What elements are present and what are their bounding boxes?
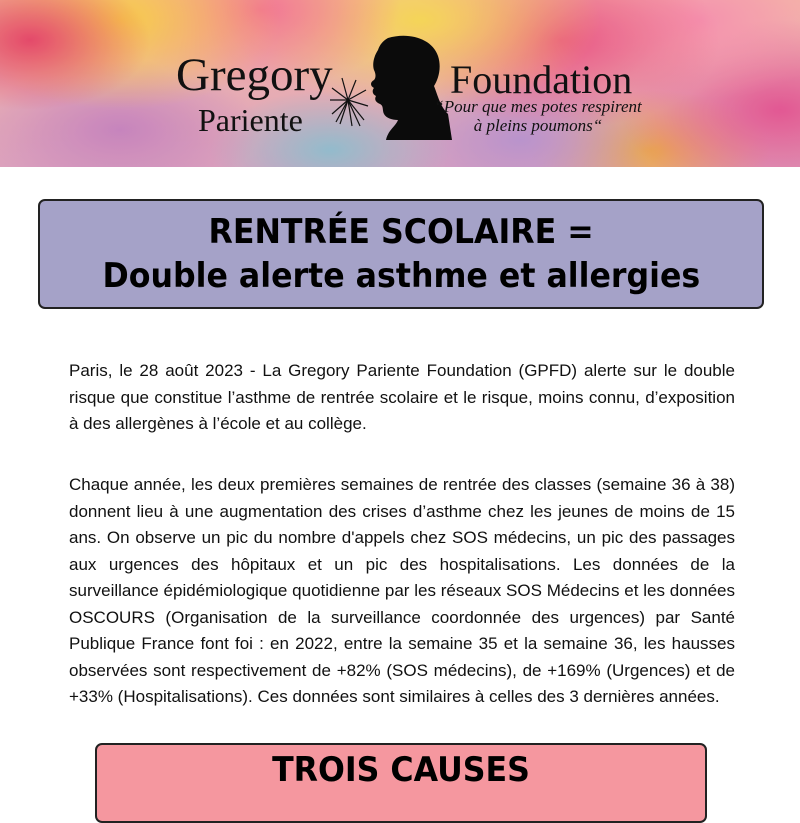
page-title-line-2: Double alerte asthme et allergies xyxy=(102,256,700,296)
page-title-line-1: RENTRÉE SCOLAIRE = xyxy=(208,212,594,252)
statistics-paragraph: Chaque année, les deux premières semaines de rentrée des classes (semaine 36 à 38) donnent lieu à une augmentation des crises d’asthme chez les jeunes de moins de 15 ans. On observe un pic du nombre d'appels chez SOS médecins, un pic des passages aux urgences des hôpitaux et un pic des hospitalisations. Les données de la surveillance épidémiologique quotidienne par les réseaux SOS Médecins et les données OSCOURS (Organisation de la surveillance coordonnée des urgences) par Santé Publique France font foi : en 2022, entre la semaine 35 et la semaine 36, les hausses observées sont respectivement de +82% (SOS médecins), de +169% (Urgences) et de +33% (Hospitalisations). Ces données sont similaires à celles des 3 dernières années. xyxy=(69,475,735,706)
logo-word-gregory: Gregory xyxy=(176,49,333,101)
header-banner xyxy=(0,0,800,167)
logo-word-foundation: Foundation xyxy=(450,57,633,102)
logo-tagline xyxy=(433,98,643,135)
title-box xyxy=(38,199,764,309)
logo-word-pariente: Pariente xyxy=(198,102,303,138)
intro-paragraph: Paris, le 28 août 2023 - La Gregory Pariente Foundation (GPFD) alerte sur le double risque que constitue l’asthme de rentrée scolaire et le risque, moins connu, d’exposition à des allergènes à l’école et au collège. xyxy=(69,361,735,433)
tagline-line-1: “Pour que mes potes respirent xyxy=(434,97,642,116)
tagline-line-2: à pleins poumons“ xyxy=(473,115,603,135)
section-heading-line-1: TROIS CAUSES xyxy=(272,750,530,790)
section-heading-box xyxy=(95,743,707,823)
